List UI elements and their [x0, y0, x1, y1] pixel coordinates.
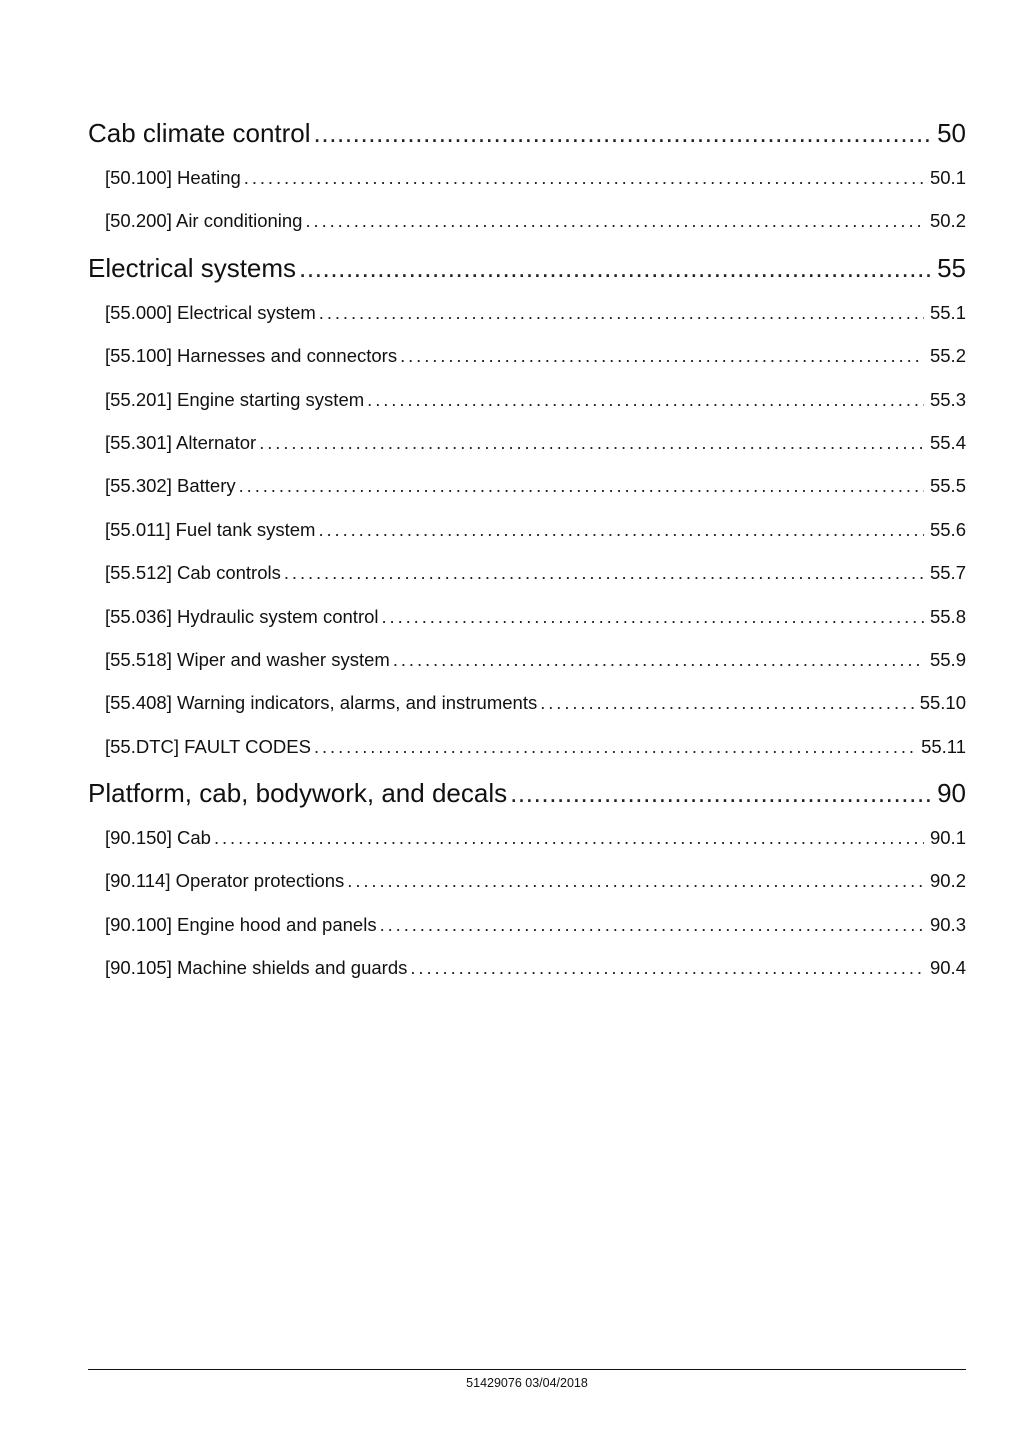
entry-page-number: 90.3: [929, 913, 966, 935]
toc-entry[interactable]: [88, 291, 966, 334]
dot-leader: [410, 946, 924, 989]
toc-entry[interactable]: [88, 508, 966, 551]
entry-page-number: 55.8: [929, 605, 966, 627]
entry-label: [50.100] Heating: [105, 167, 241, 188]
dot-leader: [400, 334, 924, 377]
dot-leader: [380, 903, 924, 946]
entry-page-number: 90.4: [929, 957, 966, 979]
toc-section-heading[interactable]: [88, 110, 966, 156]
toc-entry[interactable]: [88, 551, 966, 594]
dot-leader: [314, 110, 932, 156]
entry-page-number: 90.1: [929, 827, 966, 849]
dot-leader: [540, 681, 913, 724]
toc-entry[interactable]: [88, 464, 966, 507]
table-of-contents: [88, 108, 966, 990]
entry-label: [55.201] Engine starting system: [105, 388, 365, 410]
entry-label: [55.302] Battery: [105, 475, 236, 497]
footer-divider: [88, 1369, 966, 1370]
entry-label: [55.518] Wiper and washer system: [105, 648, 390, 670]
dot-leader: [319, 291, 924, 334]
entry-label: [50.200] Air conditioning: [105, 210, 303, 232]
toc-entry[interactable]: [88, 156, 966, 199]
entry-label: [90.100] Engine hood and panels: [105, 913, 377, 935]
entry-page-number: 50.1: [929, 167, 966, 188]
entry-page-number: 55.10: [919, 692, 966, 714]
section-title: Cab climate control: [88, 118, 311, 148]
toc-entry[interactable]: [88, 681, 966, 724]
dot-leader: [299, 245, 931, 291]
toc-entry[interactable]: [88, 378, 966, 421]
dot-leader: [393, 638, 924, 681]
toc-entry[interactable]: [88, 816, 966, 859]
section-page-number: 90: [937, 778, 966, 809]
entry-page-number: 55.7: [929, 562, 966, 584]
toc-entry[interactable]: [88, 638, 966, 681]
toc-entry[interactable]: [88, 334, 966, 377]
dot-leader: [318, 508, 924, 551]
toc-entry[interactable]: [88, 421, 966, 464]
entry-label: [90.105] Machine shields and guards: [105, 957, 408, 979]
entry-page-number: 55.9: [929, 648, 966, 670]
section-page-number: 50: [937, 118, 966, 148]
footer-document-id: 51429076 03/04/2018: [466, 1376, 588, 1390]
dot-leader: [510, 770, 931, 816]
dot-leader: [347, 859, 924, 902]
dot-leader: [367, 378, 924, 421]
entry-page-number: 55.2: [929, 345, 966, 367]
toc-section-heading[interactable]: [88, 770, 966, 816]
dot-leader: [214, 816, 924, 859]
entry-label: [55.512] Cab controls: [105, 562, 281, 584]
entry-label: [55.000] Electrical system: [105, 301, 316, 323]
dot-leader: [284, 551, 924, 594]
dot-leader: [244, 156, 924, 199]
entry-page-number: 55.11: [921, 735, 966, 757]
entry-label: [55.036] Hydraulic system control: [105, 605, 379, 627]
toc-entry[interactable]: [88, 199, 966, 242]
entry-page-number: 55.1: [929, 301, 966, 323]
section-title: Platform, cab, bodywork, and decals: [88, 778, 508, 809]
entry-page-number: 55.6: [929, 518, 966, 540]
entry-label: [90.150] Cab: [105, 827, 211, 849]
toc-entry[interactable]: [88, 595, 966, 638]
section-page-number: 55: [937, 252, 966, 283]
entry-label: [55.DTC] FAULT CODES: [105, 735, 311, 757]
toc-entry[interactable]: [88, 859, 966, 902]
dot-leader: [314, 725, 915, 768]
entry-page-number: 90.2: [929, 870, 966, 892]
dot-leader: [382, 595, 924, 638]
entry-page-number: 55.5: [929, 475, 966, 497]
dot-leader: [305, 199, 924, 242]
entry-page-number: 50.2: [929, 210, 966, 232]
entry-label: [55.011] Fuel tank system: [105, 518, 316, 540]
dot-leader: [259, 421, 924, 464]
entry-label: [90.114] Operator protections: [105, 870, 345, 892]
entry-label: [55.100] Harnesses and connectors: [105, 345, 398, 367]
dot-leader: [239, 464, 924, 507]
entry-label: [55.408] Warning indicators, alarms, and instruments: [105, 692, 538, 714]
entry-page-number: 55.4: [929, 431, 966, 453]
toc-entry[interactable]: [88, 946, 966, 989]
toc-section-heading[interactable]: [88, 245, 966, 291]
entry-label: [55.301] Alternator: [105, 431, 257, 453]
toc-entry[interactable]: [88, 725, 966, 768]
section-title: Electrical systems: [88, 252, 297, 283]
entry-page-number: 55.3: [929, 388, 966, 410]
toc-entry[interactable]: [88, 903, 966, 946]
